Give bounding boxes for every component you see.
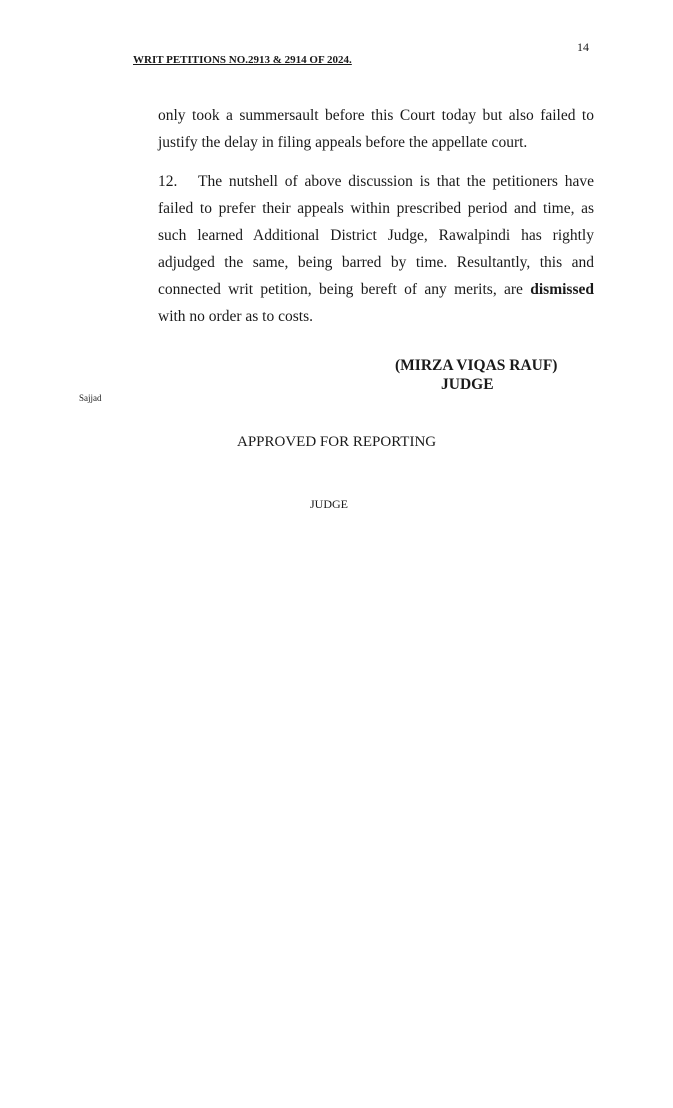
case-header: WRIT PETITIONS NO.2913 & 2914 OF 2024.	[133, 54, 352, 66]
paragraph-text-start: The nutshell of above discussion is that the petitioners have failed to prefer their appeals within prescribed period and time, as such learned Additional District Judge, Rawalpindi has rightly adjudged the same, being barred by time. Resultantly, this and connected writ petition, being bereft of any merits, are	[158, 173, 594, 298]
page-number: 14	[577, 40, 589, 54]
paragraph-12	[158, 168, 594, 330]
author-initials: Sajjad	[79, 393, 102, 403]
continuation-paragraph: only took a summersault before this Court today but also failed to justify the delay in filing appeals before the appellate court.	[158, 107, 594, 151]
signature-name: (MIRZA VIQAS RAUF)	[395, 357, 558, 374]
paragraph-number: 12.	[158, 173, 178, 190]
approver-title: JUDGE	[310, 497, 348, 511]
signature-title: JUDGE	[441, 376, 494, 393]
paragraph-text-end: with no order as to costs.	[158, 308, 313, 325]
bold-dismissed: dismissed	[530, 281, 594, 298]
approved-for-reporting: APPROVED FOR REPORTING	[237, 434, 437, 450]
